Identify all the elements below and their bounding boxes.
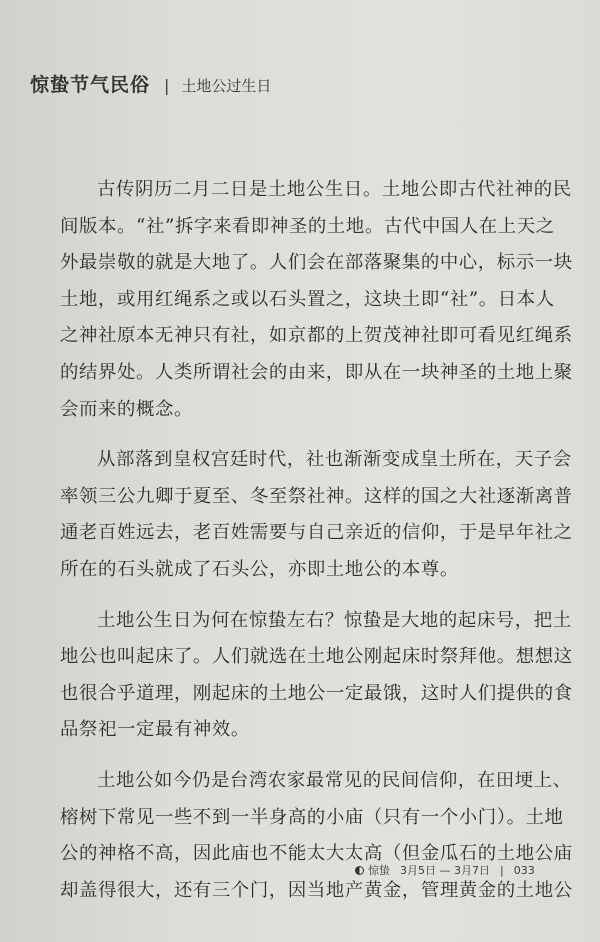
text-line: 品祭祀一定最有神效。 bbox=[60, 719, 250, 741]
text-line: 也很合乎道理，刚起床的土地公一定最饿，这时人们提供的食 bbox=[60, 682, 573, 704]
section-subtitle: 土地公过生日 bbox=[181, 77, 272, 95]
paragraph bbox=[60, 172, 573, 428]
footer-dates: 3月5日 — 3月7日 bbox=[400, 864, 490, 877]
text-line: 却盖得很大，还有三个门，因当地产黄金，管理黄金的土地公 bbox=[60, 879, 573, 901]
text-line: 之神社原本无神只有社，如京都的上贺茂神社即可看见红绳系 bbox=[60, 325, 573, 347]
footer-separator: | bbox=[500, 863, 504, 877]
text-line: 公的神格不高，因此庙也不能太大太高（但金瓜石的土地公庙 bbox=[60, 843, 573, 865]
text-line: 通老百姓远去，老百姓需要与自己亲近的信仰，于是早年社之 bbox=[60, 522, 573, 544]
chapter-header bbox=[30, 70, 271, 97]
page-number: 033 bbox=[513, 863, 535, 877]
header-separator: | bbox=[164, 76, 170, 95]
half-moon-icon bbox=[355, 866, 364, 875]
text-line: 地公也叫起床了。人们就选在土地公刚起床时祭拜他。想想这 bbox=[60, 646, 573, 668]
text-line: 古传阴历二月二日是土地公生日。土地公即古代社神的民 bbox=[97, 179, 572, 200]
text-line: 从部落到皇权宫廷时代，社也渐渐变成皇土所在，天子会 bbox=[97, 449, 572, 471]
text-line: 的结界处。人类所谓社会的由来，即从在一块神圣的土地上聚 bbox=[60, 361, 573, 383]
footer-season: 惊蛰 bbox=[368, 864, 390, 877]
chapter-title: 惊蛰节气民俗 bbox=[30, 74, 151, 96]
page-footer bbox=[355, 862, 535, 878]
text-line: 榕树下常见一些不到一半身高的小庙（只有一个小门）。土地 bbox=[60, 806, 564, 828]
text-line: 所在的石头就成了石头公，亦即土地公的本尊。 bbox=[60, 558, 459, 580]
text-line: 土地公如今仍是台湾农家最常见的民间信仰，在田埂上、 bbox=[97, 769, 572, 791]
text-line: 会而来的概念。 bbox=[60, 398, 193, 420]
paragraph bbox=[60, 442, 573, 588]
paragraph bbox=[60, 763, 573, 909]
text-line: 土地公生日为何在惊蛰左右？惊蛰是大地的起床号，把土 bbox=[97, 609, 572, 631]
body-text bbox=[60, 172, 573, 909]
text-line: 外最崇敬的就是大地了。人们会在部落聚集的中心，标示一块 bbox=[60, 252, 573, 274]
text-line: 间版本。“社”拆字来看即神圣的土地。古代中国人在上天之 bbox=[60, 215, 555, 237]
paragraph bbox=[60, 603, 573, 749]
text-line: 率领三公九卿于夏至、冬至祭社神。这样的国之大社逐渐离普 bbox=[60, 485, 573, 507]
text-line: 土地，或用红绳系之或以石头置之，这块土即“社”。日本人 bbox=[60, 288, 555, 310]
